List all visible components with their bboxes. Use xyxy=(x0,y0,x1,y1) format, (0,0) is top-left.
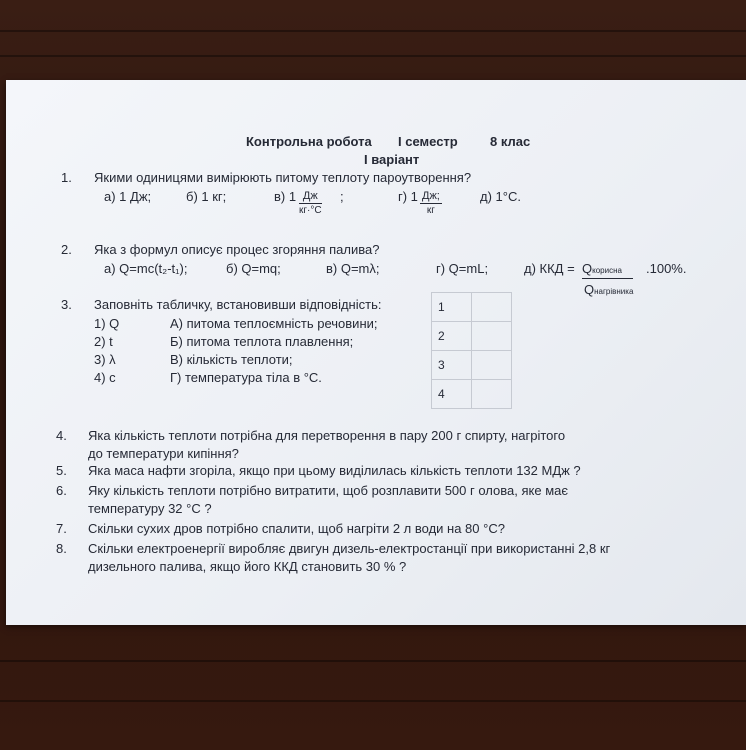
q2-option-c: в) Q=mλ; xyxy=(326,261,380,276)
q7-number: 7. xyxy=(56,521,67,536)
q3-right-item: Б) питома теплота плавлення; xyxy=(170,334,354,349)
q3-left-item: 1) Q xyxy=(94,316,120,331)
q3-answer-table xyxy=(431,292,512,409)
q3-number: 3. xyxy=(61,297,72,312)
q2-e-den-q: Q xyxy=(584,282,595,297)
q1-number: 1. xyxy=(61,170,72,185)
q2-e-den-sub: нагрівника xyxy=(594,287,634,296)
table-row xyxy=(432,380,512,409)
q4-line2: до температури кипіння? xyxy=(88,446,239,461)
q5-line1: Яка маса нафти згоріла, якщо при цьому виділилась кількість теплоти 132 МДж ? xyxy=(88,463,581,478)
table-row xyxy=(432,322,512,351)
q1-option-c-fraction xyxy=(299,190,322,217)
q2-efficiency-fraction xyxy=(582,260,633,299)
q1-option-e: д) 1°С. xyxy=(480,189,521,204)
q1-question: Якими одиницями вимірюють питому теплоту пароутворення? xyxy=(94,170,472,185)
q1-d-numerator: Дж; xyxy=(422,190,440,202)
q7-line1: Скільки сухих дров потрібно спалити, щоб нагріти 2 л води на 80 °С? xyxy=(88,521,505,536)
q2-e-num-q: Q xyxy=(582,261,593,276)
wood-grain xyxy=(0,700,746,702)
q6-number: 6. xyxy=(56,483,67,498)
table-row-number: 1 xyxy=(432,293,472,322)
wood-grain xyxy=(0,30,746,32)
answer-cell[interactable] xyxy=(472,380,512,409)
test-paper-sheet xyxy=(6,80,746,625)
q2-number: 2. xyxy=(61,242,72,257)
q3-question: Заповніть табличку, встановивши відповідність: xyxy=(94,297,382,312)
table-row-number: 2 xyxy=(432,322,472,351)
table-row xyxy=(432,293,512,322)
q1-option-a: а) 1 Дж; xyxy=(104,189,152,204)
q1-option-c-prefix: в) 1 xyxy=(274,189,297,204)
q1-option-b: б) 1 кг; xyxy=(186,189,227,204)
q2-question: Яка з формул описує процес згоряння палива? xyxy=(94,242,380,257)
q4-number: 4. xyxy=(56,428,67,443)
q3-left-item: 3) λ xyxy=(94,352,116,367)
wood-grain xyxy=(0,660,746,662)
answer-cell[interactable] xyxy=(472,322,512,351)
q8-number: 8. xyxy=(56,541,67,556)
q2-option-d: г) Q=mL; xyxy=(436,261,489,276)
q2-option-a: а) Q=mc(t₂-t₁); xyxy=(104,261,188,276)
q3-left-item: 4) c xyxy=(94,370,116,385)
table-row-number: 4 xyxy=(432,380,472,409)
q1-option-d-prefix: г) 1 xyxy=(398,189,418,204)
answer-cell[interactable] xyxy=(472,293,512,322)
header-semester: І семестр xyxy=(398,134,458,149)
q3-right-item: А) питома теплоємність речовини; xyxy=(170,316,378,331)
header-title: Контрольна робота xyxy=(246,134,372,149)
q1-d-denominator: кг xyxy=(426,205,435,216)
q6-line2: температуру 32 °С ? xyxy=(88,501,212,516)
q2-option-e-prefix: д) ККД = xyxy=(524,261,575,276)
q6-line1: Яку кількість теплоти потрібно витратити, щоб розплавити 500 г олова, яке має xyxy=(88,483,568,498)
table-row xyxy=(432,351,512,380)
wood-grain xyxy=(0,55,746,57)
header-grade: 8 клас xyxy=(490,134,531,149)
q5-number: 5. xyxy=(56,463,67,478)
q1-c-denominator: кг·°С xyxy=(299,205,322,216)
q3-right-item: В) кількість теплоти; xyxy=(170,352,293,367)
q8-line2: дизельного палива, якщо його ККД становить 30 % ? xyxy=(88,559,407,574)
q3-left-item: 2) t xyxy=(94,334,113,349)
table-row-number: 3 xyxy=(432,351,472,380)
header-variant: І варіант xyxy=(364,152,420,167)
q3-right-item: Г) температура тіла в °С. xyxy=(170,370,322,385)
q1-c-numerator: Дж xyxy=(299,190,322,204)
q2-option-b: б) Q=mq; xyxy=(226,261,281,276)
q1-option-d-fraction xyxy=(420,190,442,217)
q8-line1: Скільки електроенергії виробляє двигун дизель-електростанції при використанні 2,8 кг xyxy=(88,541,611,556)
q2-e-num-sub: корисна xyxy=(592,266,622,275)
q2-option-e-suffix: .100%. xyxy=(646,261,687,276)
q4-line1: Яка кількість теплоти потрібна для перетворення в пару 200 г спирту, нагрітого xyxy=(88,428,566,443)
q1-option-c-suffix: ; xyxy=(340,189,344,204)
answer-cell[interactable] xyxy=(472,351,512,380)
